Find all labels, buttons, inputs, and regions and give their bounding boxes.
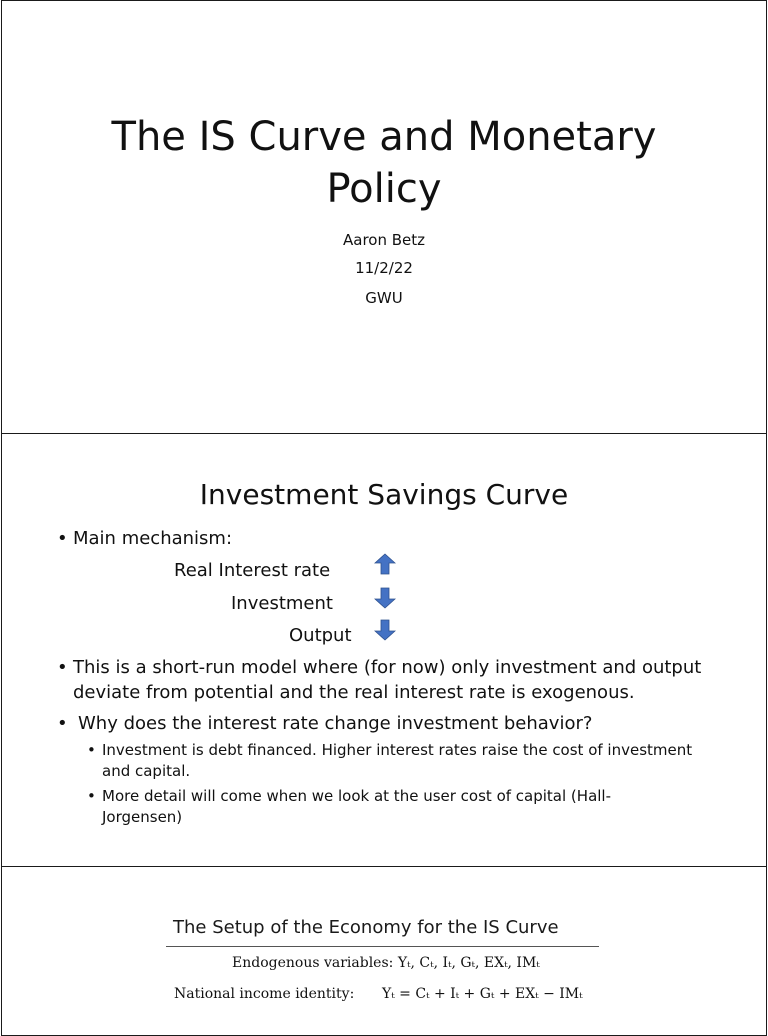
title-divider (166, 946, 599, 947)
sub-bullet-debt-line2: and capital. (102, 762, 191, 780)
date: 11/2/22 (355, 259, 413, 277)
endogenous-variables: Endogenous variables: Yₜ, Cₜ, Iₜ, Gₜ, EXₜ, IMₜ (232, 955, 540, 971)
slide-is-setup (1, 866, 767, 1036)
bullet-why-question: Why does the interest rate change investment behavior? (78, 713, 593, 734)
sub-bullet-detail-line1: More detail will come when we look at the user cost of capital (Hall- (102, 787, 612, 805)
bullet-main-mechanism: Main mechanism: (73, 528, 233, 549)
identity-equation: Yₜ = Cₜ + Iₜ + Gₜ + EXₜ − IMₜ (382, 986, 583, 1002)
mechanism-label-output: Output (289, 625, 352, 646)
mechanism-label-interest: Real Interest rate (174, 560, 331, 581)
arrow-down-icon (374, 619, 396, 641)
sub-bullet-debt-line1: Investment is debt financed. Higher interest rates raise the cost of investment (102, 741, 693, 759)
slide3-title: The Setup of the Economy for the IS Curve (173, 917, 559, 938)
sub-bullet-dot: • (87, 787, 96, 805)
author: Aaron Betz (342, 231, 426, 249)
sub-bullet-detail-line2: Jorgensen) (102, 808, 183, 826)
slide-title-heading (2, 111, 766, 215)
title-line-1: The IS Curve and Monetary (111, 114, 657, 160)
arrow-down-icon (374, 587, 396, 609)
slide-title (1, 0, 767, 434)
mechanism-label-investment: Investment (231, 593, 333, 614)
bullet-dot: • (57, 528, 68, 549)
institution: GWU (365, 289, 403, 307)
slide2-title: Investment Savings Curve (199, 478, 569, 511)
bullet-short-run-line1: This is a short-run model where (for now) only investment and output (73, 657, 702, 678)
sub-bullet-dot: • (87, 741, 96, 759)
arrow-up-icon (374, 553, 396, 575)
bullet-short-run-line2: deviate from potential and the real interest rate is exogenous. (73, 682, 635, 703)
identity-label: National income identity: (174, 986, 355, 1002)
bullet-dot: • (57, 657, 68, 678)
title-line-2: Policy (326, 166, 442, 212)
bullet-dot: • (57, 713, 68, 734)
